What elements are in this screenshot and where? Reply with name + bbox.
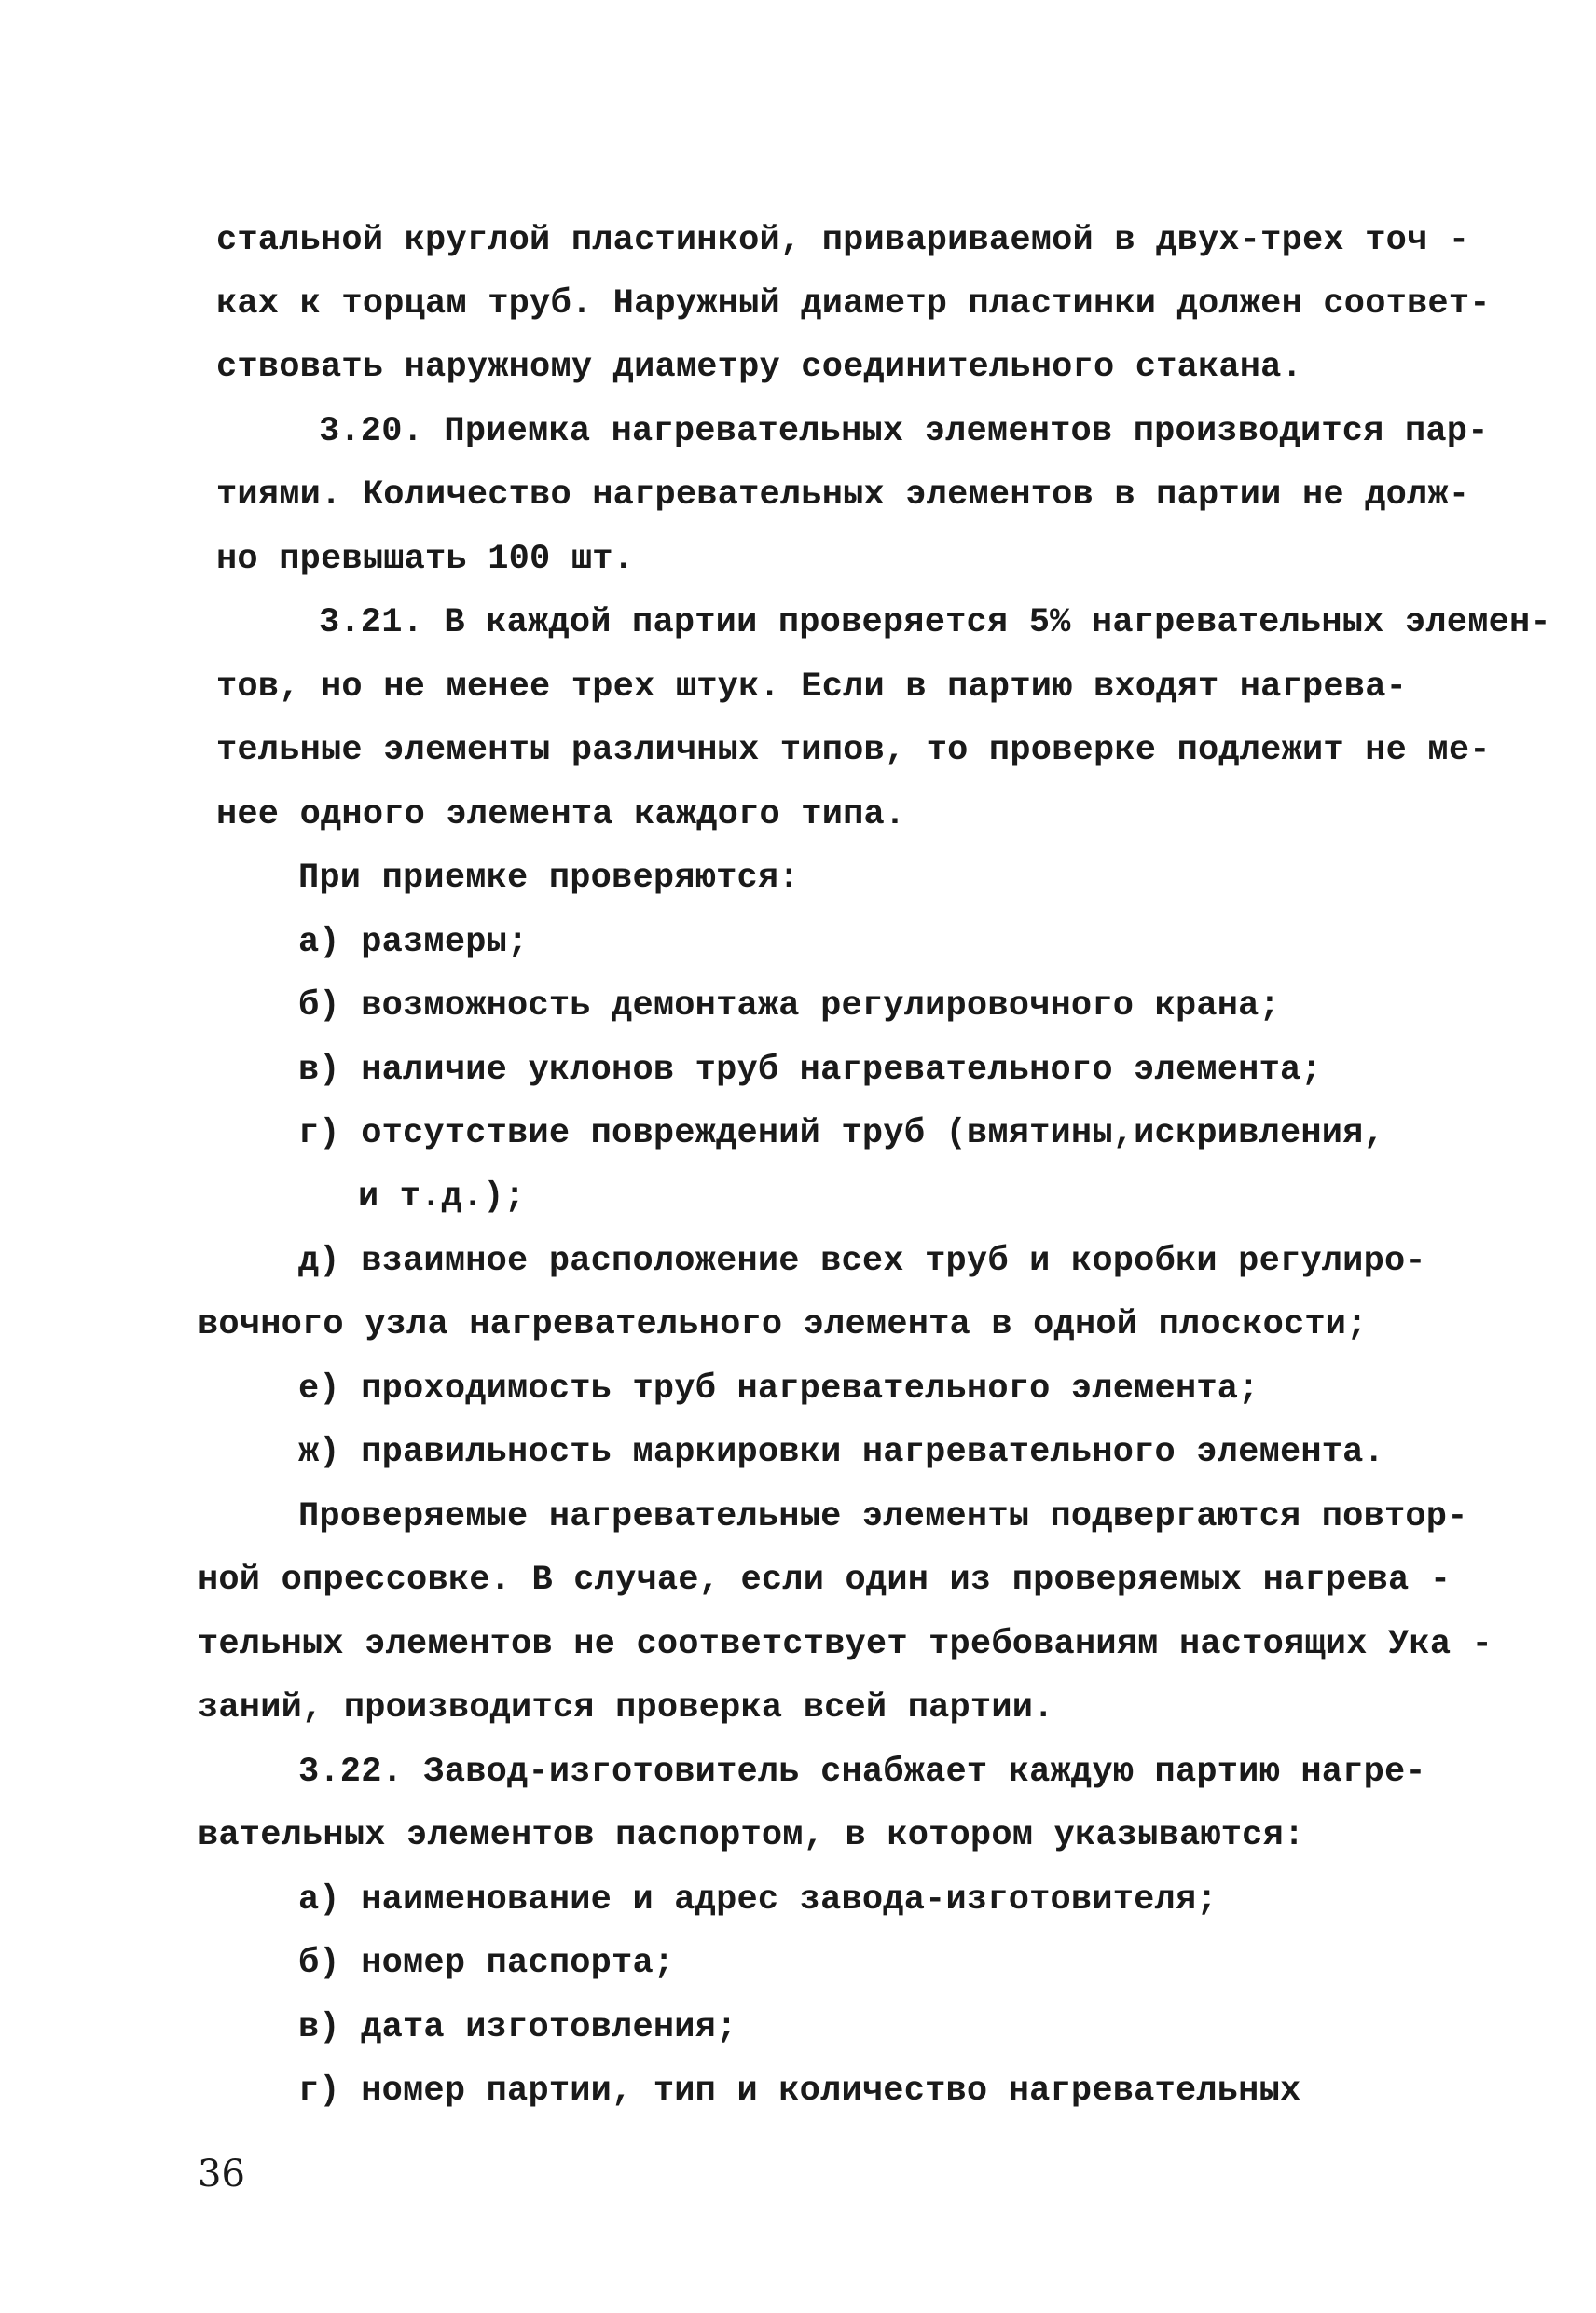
text-line: г) номер партии, тип и количество нагревательных [298, 2072, 1301, 2111]
page-number: 36 [198, 2153, 245, 2196]
text-line: заний, производится проверка всей партии. [198, 1688, 1054, 1728]
text-line: 3.22. Завод-изготовитель снабжает каждую партию нагре- [298, 1753, 1426, 1792]
text-line: б) номер паспорта; [298, 1944, 675, 1983]
text-line: Проверяемые нагревательные элементы подвергаются повтор- [298, 1497, 1468, 1536]
text-line: но превышать 100 шт. [216, 540, 635, 579]
text-line: ствовать наружному диаметру соединительного стакана. [216, 348, 1302, 387]
text-line: 3.20. Приемка нагревательных элементов производится пар- [319, 412, 1489, 451]
text-line: ной опрессовке. В случае, если один из проверяемых нагрева - [198, 1561, 1452, 1600]
text-line: д) взаимное расположение всех труб и коробки регулиро- [298, 1242, 1426, 1281]
text-line: и т.д.); [358, 1177, 526, 1217]
text-line: вательных элементов паспортом, в котором указываются: [198, 1816, 1305, 1855]
text-line: в) наличие уклонов труб нагревательного элемента; [298, 1051, 1322, 1090]
text-line: тельных элементов не соответствует требованиям настоящих Ука - [198, 1625, 1493, 1664]
text-line: г) отсутствие повреждений труб (вмятины,искривления, [298, 1114, 1384, 1153]
text-line: 3.21. В каждой партии проверяется 5% нагревательных элемен- [319, 603, 1551, 642]
text-line: вочного узла нагревательного элемента в одной плоскости; [198, 1305, 1368, 1344]
text-line: а) наименование и адрес завода-изготовителя; [298, 1880, 1218, 1920]
text-line: ках к торцам труб. Наружный диаметр пластинки должен соответ- [216, 284, 1491, 324]
text-line: При приемке проверяются: [298, 859, 800, 898]
text-line: б) возможность демонтажа регулировочного крана; [298, 986, 1280, 1026]
text-line: тиями. Количество нагревательных элементов в партии не долж- [216, 475, 1470, 515]
text-line: стальной круглой пластинкой, привариваемой в двух-трех точ - [216, 221, 1470, 260]
text-line: нее одного элемента каждого типа. [216, 795, 906, 834]
text-line: а) размеры; [298, 923, 529, 962]
text-line: в) дата изготовления; [298, 2008, 737, 2047]
text-line: ж) правильность маркировки нагревательного элемента. [298, 1433, 1384, 1472]
text-line: тельные элементы различных типов, то проверке подлежит не ме- [216, 731, 1491, 770]
text-line: тов, но не менее трех штук. Если в партию входят нагрева- [216, 668, 1408, 707]
text-line: е) проходимость труб нагревательного элемента; [298, 1370, 1259, 1409]
